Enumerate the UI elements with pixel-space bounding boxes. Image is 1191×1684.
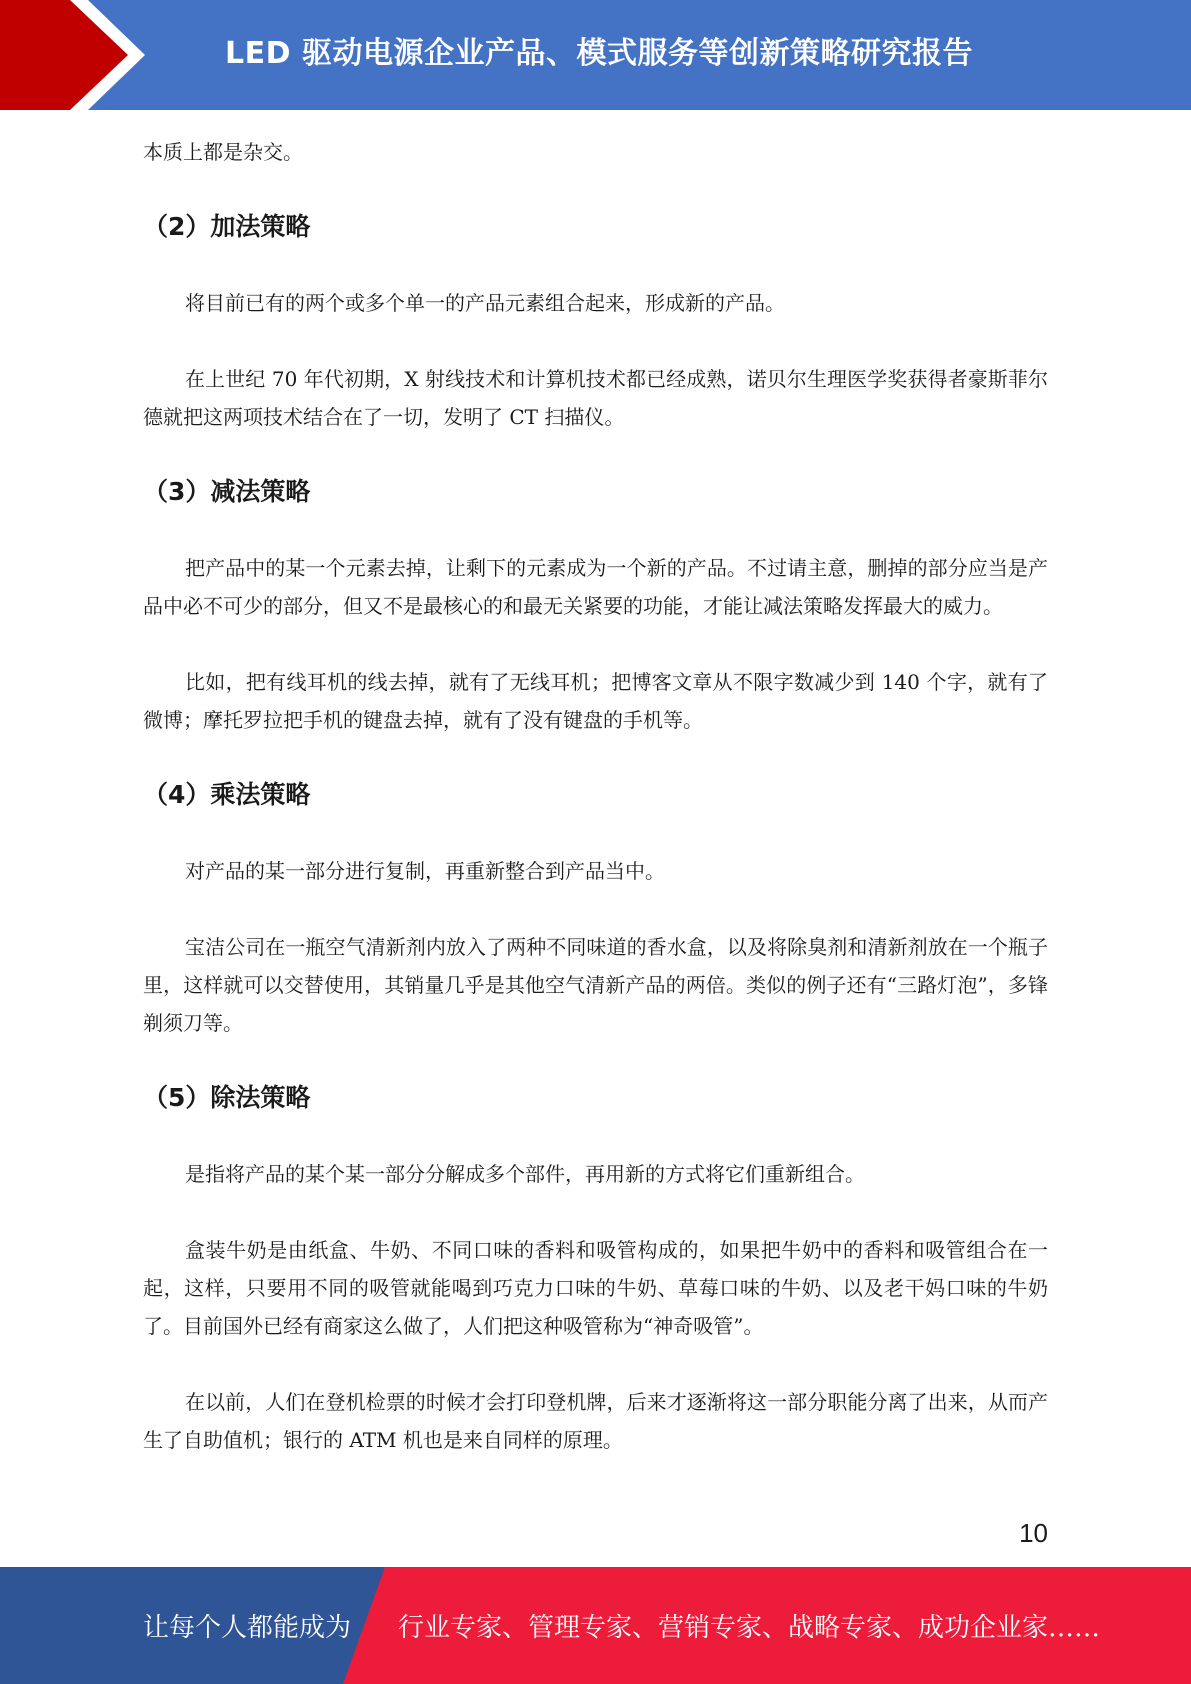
paragraph: 宝洁公司在一瓶空气清新剂内放入了两种不同味道的香水盒，以及将除臭剂和清新剂放在一个瓶子里，这样就可以交替使用，其销量几乎是其他空气清新产品的两倍。类似的例子还有“三路灯泡”，多锋剃须刀等。 — [143, 935, 1048, 1035]
section-heading-division: （5）除法策略 — [143, 1083, 311, 1112]
footer-slogan-left: 让每个人都能成为 — [143, 1613, 352, 1643]
paragraph: 在以前，人们在登机检票的时候才会打印登机牌，后来才逐渐将这一部分职能分离了出来，从而产生了自助值机；银行的 ATM 机也是来自同样的原理。 — [143, 1390, 1048, 1452]
paragraph: 是指将产品的某个某一部分分解成多个部件，再用新的方式将它们重新组合。 — [185, 1162, 865, 1186]
paragraph: 盒装牛奶是由纸盒、牛奶、不同口味的香料和吸管构成的，如果把牛奶中的香料和吸管组合在一起，这样，只要用不同的吸管就能喝到巧克力口味的牛奶、草莓口味的牛奶、以及老干妈口味的牛奶了。目前国外已经有商家这么做了，人们把这种吸管称为“神奇吸管”。 — [143, 1238, 1048, 1338]
paragraph: 对产品的某一部分进行复制，再重新整合到产品当中。 — [185, 859, 665, 883]
paragraph: 比如，把有线耳机的线去掉，就有了无线耳机；把博客文章从不限字数减少到 140 个字，就有了微博；摩托罗拉把手机的键盘去掉，就有了没有键盘的手机等。 — [143, 670, 1048, 732]
paragraph: 将目前已有的两个或多个单一的产品元素组合起来，形成新的产品。 — [185, 291, 785, 315]
section-heading-multiplication: （4）乘法策略 — [143, 780, 311, 809]
header-title: LED 驱动电源企业产品、模式服务等创新策略研究报告 — [225, 36, 973, 71]
page-number: 10 — [1019, 1518, 1048, 1548]
paragraph: 把产品中的某一个元素去掉，让剩下的元素成为一个新的产品。不过请主意，删掉的部分应当是产品中必不可少的部分，但又不是最核心的和最无关紧要的功能，才能让减法策略发挥最大的威力。 — [143, 556, 1048, 618]
section-heading-subtraction: （3）减法策略 — [143, 477, 311, 506]
paragraph: 本质上都是杂交。 — [143, 140, 303, 164]
document-body — [143, 133, 1048, 1459]
page-footer — [0, 1567, 1191, 1684]
section-heading-addition: （2）加法策略 — [143, 212, 311, 241]
header-arrow-icon — [0, 0, 160, 110]
footer-slogan-right: 行业专家、管理专家、营销专家、战略专家、成功企业家…… — [398, 1613, 1101, 1643]
paragraph: 在上世纪 70 年代初期，X 射线技术和计算机技术都已经成熟，诺贝尔生理医学奖获得者豪斯菲尔德就把这两项技术结合在了一切，发明了 CT 扫描仪。 — [143, 367, 1048, 429]
page-header — [0, 0, 1191, 110]
